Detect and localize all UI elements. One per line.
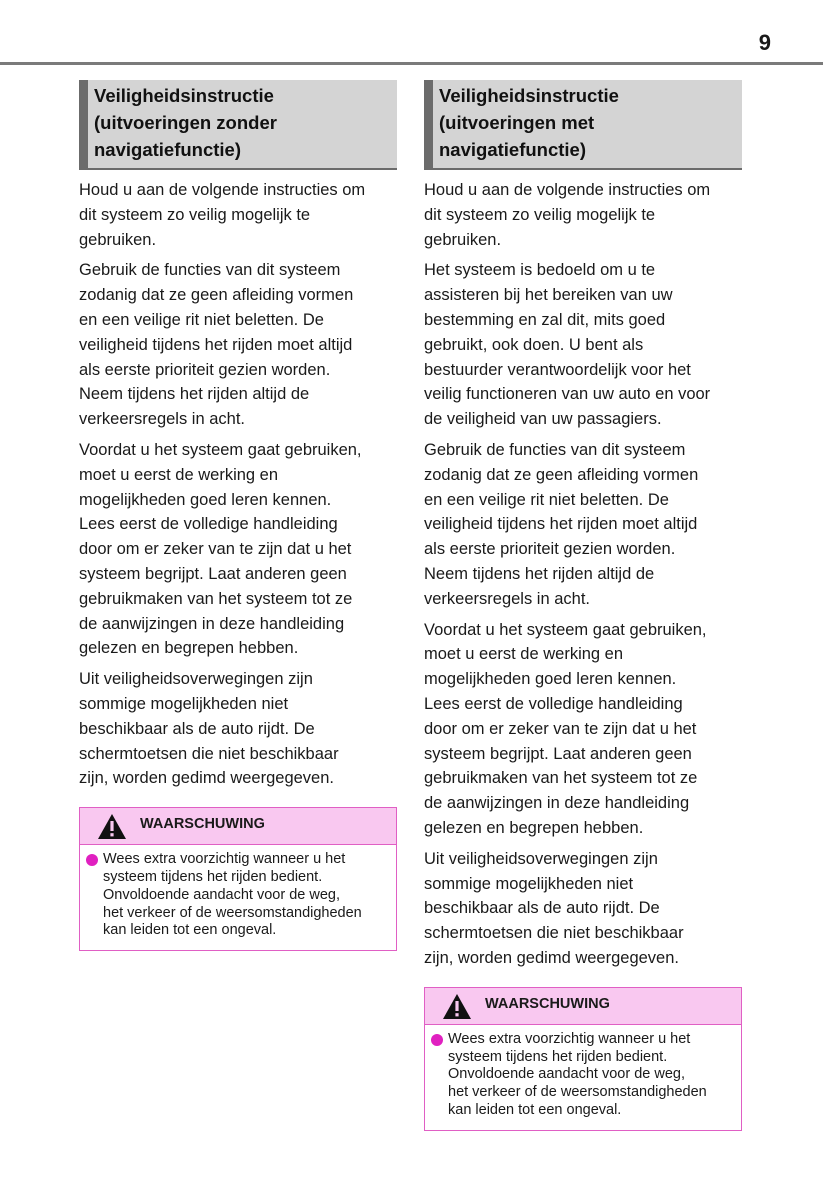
paragraph [79, 667, 397, 791]
text-line: bestemming en zal dit, mits goed [424, 310, 666, 329]
text-line: de veiligheid van uw passagiers. [424, 410, 662, 429]
text-line: Lees eerst de volledige handleiding [424, 694, 683, 713]
page-number: 9 [758, 30, 771, 55]
text-line: dit systeem zo veilig mogelijk te [79, 205, 311, 224]
section-title: Veiligheidsinstructie (uitvoeringen zonder navigatiefunctie) [94, 85, 277, 160]
text-line: assisteren bij het bereiken van uw [424, 286, 673, 305]
body-text-left [79, 178, 397, 791]
text-line: zijn, worden gedimd weergegeven. [79, 769, 334, 788]
text-line: verkeersregels in acht. [424, 589, 590, 608]
warning-box-left [79, 807, 397, 951]
text-line: sommige mogelijkheden niet [424, 874, 634, 893]
text-line: Gebruik de functies van dit systeem [424, 440, 686, 459]
paragraph [79, 178, 397, 252]
right-column [424, 80, 742, 1131]
text-line: systeem begrijpt. Laat anderen geen [79, 564, 347, 583]
text-line: zijn, worden gedimd weergegeven. [424, 948, 679, 967]
text-line: beschikbaar als de auto rijdt. De [79, 719, 315, 738]
text-line: gebruiken. [79, 230, 157, 249]
text-line: moet u eerst de werking en [424, 645, 624, 664]
warning-text: Wees extra voorzichtig wanneer u het systeem tijdens het rijden bedient. Onvoldoende aandacht voor de weg, het verkeer of de weersomstandigheden kan leiden tot een ongeval. [448, 1030, 707, 1118]
text-line: Uit veiligheidsoverwegingen zijn [79, 670, 313, 689]
text-line: systeem begrijpt. Laat anderen geen [424, 744, 692, 763]
text-line: Neem tijdens het rijden altijd de [424, 564, 655, 583]
warning-item [431, 1031, 729, 1120]
left-column [79, 80, 397, 951]
warning-title: WAARSCHUWING [485, 995, 610, 1012]
warning-title: WAARSCHUWING [140, 816, 265, 833]
paragraph [424, 847, 742, 971]
warning-triangle-icon [442, 993, 472, 1020]
paragraph [424, 258, 742, 432]
header-divider [0, 62, 823, 65]
text-line: zodanig dat ze geen afleiding vormen [79, 286, 354, 305]
text-line: veilig functioneren van uw auto en voor [424, 385, 711, 404]
warning-triangle-icon [97, 813, 127, 840]
text-line: als eerste prioriteit gezien worden. [79, 360, 331, 379]
text-line: mogelijkheden goed leren kennen. [424, 670, 677, 689]
bullet-icon [431, 1034, 443, 1046]
warning-header [80, 808, 396, 845]
text-line: Het systeem is bedoeld om u te [424, 261, 656, 280]
text-line: gebruikmaken van het systeem tot ze [79, 589, 353, 608]
paragraph [79, 258, 397, 432]
text-line: Uit veiligheidsoverwegingen zijn [424, 849, 658, 868]
text-line: Voordat u het systeem gaat gebruiken, [424, 620, 707, 639]
section-title: Veiligheidsinstructie (uitvoeringen met navigatiefunctie) [439, 85, 619, 160]
text-line: dit systeem zo veilig mogelijk te [424, 205, 656, 224]
paragraph [424, 618, 742, 841]
text-line: schermtoetsen die niet beschikbaar [424, 924, 684, 943]
text-line: gebruikmaken van het systeem tot ze [424, 769, 698, 788]
text-line: mogelijkheden goed leren kennen. [79, 490, 332, 509]
text-line: Voordat u het systeem gaat gebruiken, [79, 440, 362, 459]
paragraph [424, 178, 742, 252]
text-line: als eerste prioriteit gezien worden. [424, 540, 676, 559]
section-heading-left [79, 80, 397, 170]
text-line: bestuurder verantwoordelijk voor het [424, 360, 691, 379]
text-line: moet u eerst de werking en [79, 465, 279, 484]
text-line: sommige mogelijkheden niet [79, 694, 289, 713]
text-line: de aanwijzingen in deze handleiding [79, 614, 345, 633]
warning-header [425, 988, 741, 1025]
text-line: schermtoetsen die niet beschikbaar [79, 744, 339, 763]
body-text-right [424, 178, 742, 971]
text-line: Houd u aan de volgende instructies om [79, 181, 366, 199]
section-heading-right [424, 80, 742, 170]
warning-item [86, 851, 384, 940]
text-line: Lees eerst de volledige handleiding [79, 515, 338, 534]
warning-text: Wees extra voorzichtig wanneer u het systeem tijdens het rijden bedient. Onvoldoende aandacht voor de weg, het verkeer of de weersomstandigheden kan leiden tot een ongeval. [103, 851, 362, 939]
text-line: door om er zeker van te zijn dat u het [79, 540, 352, 559]
text-line: beschikbaar als de auto rijdt. De [424, 899, 660, 918]
paragraph [79, 438, 397, 661]
text-line: en een veilige rit niet beletten. De [424, 490, 669, 509]
text-line: en een veilige rit niet beletten. De [79, 310, 324, 329]
text-line: gelezen en begrepen hebben. [79, 639, 299, 658]
paragraph [424, 438, 742, 612]
text-line: Houd u aan de volgende instructies om [424, 181, 711, 199]
text-line: veiligheid tijdens het rijden moet altijd [79, 335, 353, 354]
bullet-icon [86, 854, 98, 866]
text-line: Neem tijdens het rijden altijd de [79, 385, 310, 404]
text-line: verkeersregels in acht. [79, 410, 245, 429]
text-line: Gebruik de functies van dit systeem [79, 261, 341, 280]
warning-body [425, 1025, 741, 1130]
text-line: gebruikt, ook doen. U bent als [424, 335, 644, 354]
warning-body [80, 845, 396, 950]
text-line: door om er zeker van te zijn dat u het [424, 719, 697, 738]
warning-box-right [424, 987, 742, 1131]
text-line: zodanig dat ze geen afleiding vormen [424, 465, 699, 484]
text-line: de aanwijzingen in deze handleiding [424, 794, 690, 813]
text-line: gebruiken. [424, 230, 502, 249]
text-line: gelezen en begrepen hebben. [424, 818, 644, 837]
text-line: veiligheid tijdens het rijden moet altijd [424, 515, 698, 534]
